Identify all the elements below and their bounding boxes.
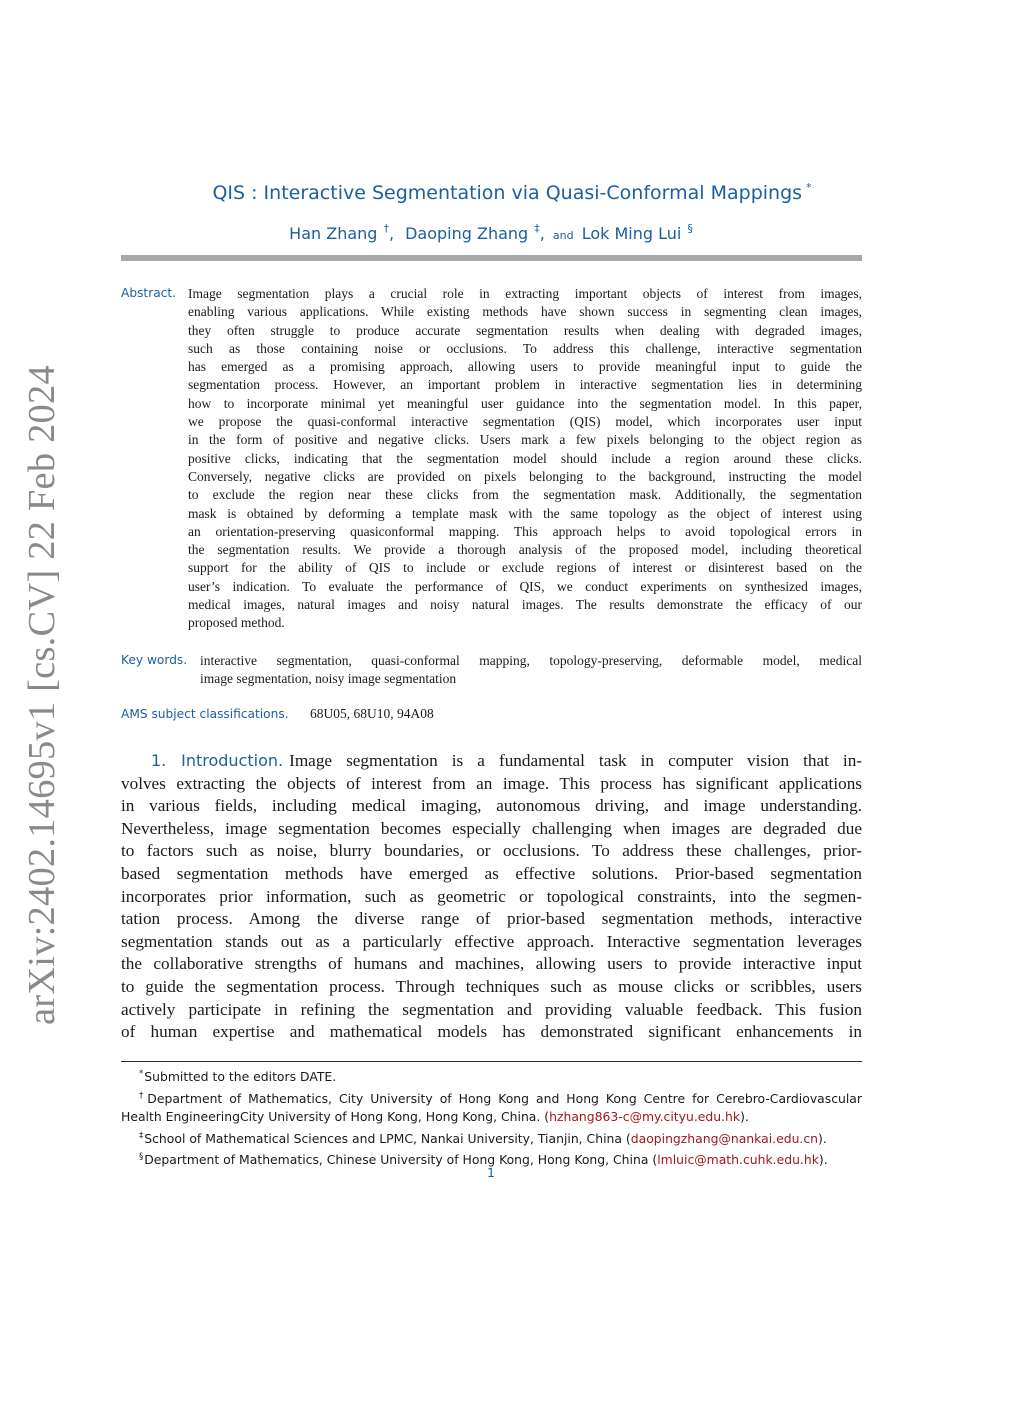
- abstract-line: mask is obtained by deforming a template mask with the same topology as the object of interest using: [188, 505, 862, 521]
- footnote-mark: *: [139, 1069, 144, 1079]
- abstract-line: user’s indication. To evaluate the performance of QIS, we conduct experiments on synthesized images,: [188, 578, 862, 594]
- ams-classification-value: 68U05, 68U10, 94A08: [310, 706, 434, 721]
- author-footnote-mark[interactable]: †: [383, 222, 389, 235]
- abstract-line: medical images, natural images and noisy natural images. The results demonstrate the efficacy of our: [188, 597, 862, 613]
- abstract-label: Abstract.: [121, 286, 177, 300]
- abstract-body: [0, 285, 862, 633]
- title-footnote-mark[interactable]: *: [806, 181, 812, 194]
- email-link[interactable]: lmluic@math.cuhk.edu.hk: [657, 1152, 819, 1167]
- footnotes: [121, 1065, 862, 1170]
- paper-title-text: QIS : Interactive Segmentation via Quasi-Conformal Mappings: [212, 182, 803, 204]
- introduction-line: based segmentation methods have emerged as effective solutions. Prior-based segmentation: [121, 863, 862, 883]
- abstract-line: an orientation-preserving quasiconformal mapping. This approach helps to avoid topological errors in: [188, 523, 862, 539]
- author-conjunction: and: [552, 229, 574, 242]
- footnote-text: Submitted to the editors DATE.: [144, 1069, 337, 1084]
- keywords-line: interactive segmentation, quasi-conformal mapping, topology-preserving, deformable model, medical: [200, 653, 862, 668]
- author-name: Han Zhang: [289, 224, 378, 243]
- abstract-line: we propose the quasi-conformal interactive segmentation (QIS) model, which incorporates user input: [188, 414, 862, 430]
- footnote-mark: †: [139, 1090, 147, 1101]
- introduction-text: Image segmentation is a fundamental task in computer vision that in-: [289, 751, 863, 770]
- ams-classification-label: AMS subject classifications.: [121, 707, 289, 721]
- author-name: Lok Ming Lui: [581, 224, 682, 243]
- footnote-divider: [121, 1061, 862, 1062]
- footnote: [121, 1065, 862, 1087]
- section-heading: 1. Introduction.: [151, 751, 284, 770]
- footnote-text: ).: [818, 1152, 828, 1167]
- introduction-line: actively participate in refining the segmentation and providing valuable feedback. This fusion: [121, 999, 862, 1019]
- author-footnote-mark[interactable]: §: [687, 222, 693, 235]
- footnote: [121, 1127, 862, 1149]
- author-footnote-mark[interactable]: ‡: [534, 222, 540, 235]
- email-link[interactable]: hzhang863-c@my.cityu.edu.hk: [549, 1109, 741, 1124]
- footnote-text: Department of Mathematics, City University of Hong Kong and Hong Kong Centre for Cerebro-Cardiovascular: [147, 1090, 862, 1106]
- abstract-line: has emerged as a promising approach, allowing users to provide meaningful input to guide the: [188, 359, 862, 375]
- page-number: 1: [487, 1165, 495, 1180]
- paper-title: [0, 181, 1024, 204]
- introduction-line: volves extracting the objects of interest from an image. This process has significant applications: [121, 773, 862, 793]
- introduction-line: in various fields, including medical imaging, autonomous driving, and image understanding.: [121, 796, 862, 816]
- introduction-line: to guide the segmentation process. Through techniques such as mouse clicks or scribbles, users: [121, 976, 862, 996]
- abstract-line: in the form of positive and negative clicks. Users mark a few pixels belonging to the object region as: [188, 432, 862, 448]
- introduction-line: tation process. Among the diverse range of prior-based segmentation methods, interactive: [121, 909, 862, 929]
- introduction-section: [121, 750, 862, 1044]
- abstract-line: support for the ability of QIS to include or exclude regions of interest or disinterest based on the: [188, 560, 862, 576]
- abstract-line: Conversely, negative clicks are provided on pixels belonging to the background, instructing the model: [188, 468, 862, 484]
- keywords-line: image segmentation, noisy image segmentation: [200, 671, 457, 687]
- abstract-line: the segmentation results. We provide a thorough analysis of the proposed model, including theoretical: [188, 542, 862, 558]
- abstract-line: how to incorporate minimal yet meaningful user guidance into the segmentation model. In this paper,: [188, 395, 862, 411]
- footnote: [121, 1087, 862, 1109]
- footnote-mark: ‡: [139, 1130, 144, 1141]
- footnote-continuation: [121, 1108, 862, 1127]
- abstract-line: enabling various applications. While existing methods have shown success in segmenting clean images,: [188, 304, 862, 320]
- footnote-text: ).: [740, 1109, 749, 1124]
- introduction-line: the collaborative strengths of humans and machines, allowing users to provide interactive input: [121, 954, 862, 974]
- author-list: Han Zhang †, Daoping Zhang ‡, and Lok Ming Lui §: [289, 222, 693, 243]
- footnote-text: ).: [818, 1130, 827, 1146]
- author-name: Daoping Zhang: [405, 224, 529, 243]
- introduction-line: of human expertise and mathematical models has demonstrated significant enhancements in: [121, 1022, 862, 1042]
- introduction-line: Nevertheless, image segmentation becomes especially challenging when images are degraded due: [121, 818, 862, 838]
- footnote-text: Health EngineeringCity University of Hong Kong, Hong Kong, China. (: [121, 1109, 550, 1124]
- abstract-line: proposed method.: [188, 615, 285, 631]
- abstract-line: segmentation process. However, an important problem in interactive segmentation lies in determining: [188, 377, 862, 393]
- introduction-line: to factors such as noise, blurry boundaries, or occlusions. To address these challenges, prior-: [121, 841, 862, 861]
- abstract-line: to exclude the region near these clicks from the segmentation mask. Additionally, the segmentation: [188, 487, 862, 503]
- abstract-line: such as those containing noise or occlusions. To address this challenge, interactive segmentation: [188, 340, 862, 356]
- introduction-first-line: [121, 750, 862, 773]
- arxiv-identifier-stamp: arXiv:2402.14695v1 [cs.CV] 22 Feb 2024: [21, 365, 63, 1025]
- keywords-label: Key words.: [121, 653, 188, 667]
- keywords-body: [200, 652, 862, 689]
- footnote-text: School of Mathematical Sciences and LPMC, Nankai University, Tianjin, China (: [144, 1130, 631, 1146]
- email-link[interactable]: daopingzhang@nankai.edu.cn: [630, 1130, 819, 1146]
- abstract-line: Image segmentation plays a crucial role in extracting important objects of interest from images,: [188, 286, 862, 301]
- footnote-text: Department of Mathematics, Chinese University of Hong Kong, Hong Kong, China (: [144, 1152, 658, 1167]
- introduction-line: incorporates prior information, such as geometric or topological constraints, into the segmen-: [121, 886, 862, 906]
- title-divider: [121, 255, 862, 261]
- footnote-mark: §: [139, 1152, 144, 1162]
- abstract-line: positive clicks, indicating that the segmentation model should include a region around these clicks.: [188, 450, 862, 466]
- abstract-line: they often struggle to produce accurate segmentation results when dealing with degraded images,: [188, 322, 862, 338]
- introduction-line: segmentation stands out as a particularly effective approach. Interactive segmentation leverages: [121, 931, 862, 951]
